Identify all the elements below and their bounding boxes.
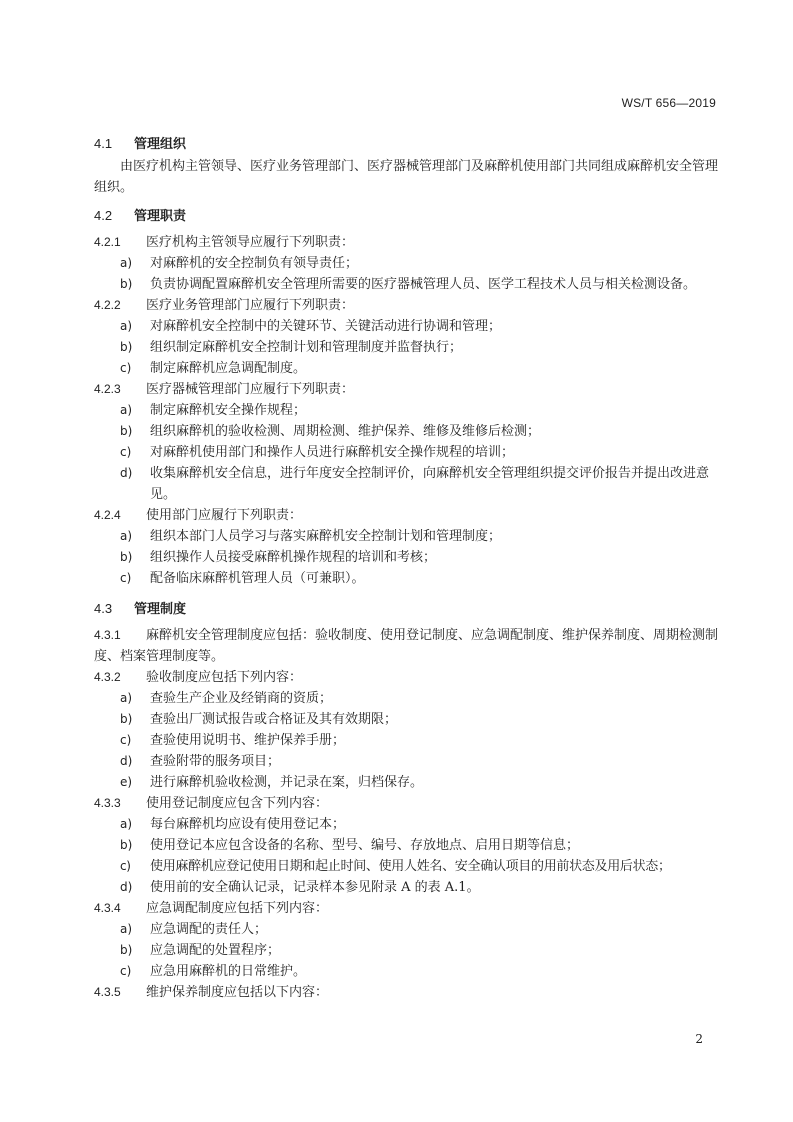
clause-text: 验收制度应包括下列内容： bbox=[146, 670, 303, 685]
item-marker: c) bbox=[120, 733, 132, 747]
item-text: 组织本部门人员学习与落实麻醉机安全控制计划和管理制度； bbox=[150, 529, 502, 544]
list-item bbox=[94, 730, 718, 751]
page-number: 2 bbox=[695, 1032, 703, 1046]
list-item bbox=[94, 547, 718, 568]
item-text: 每台麻醉机均应设有使用登记本； bbox=[150, 817, 346, 832]
clause-number: 4.2.1 bbox=[94, 235, 121, 249]
section-title: 管理组织 bbox=[134, 137, 187, 152]
section-title: 管理职责 bbox=[134, 209, 187, 224]
clause-text: 医疗机构主管领导应履行下列职责： bbox=[146, 235, 355, 250]
list-item bbox=[94, 814, 718, 835]
item-text: 组织麻醉机的验收检测、周期检测、维护保养、维修及维修后检测； bbox=[150, 424, 541, 439]
item-marker: a) bbox=[120, 403, 133, 417]
clause-4-3-2 bbox=[94, 667, 718, 688]
clause-number: 4.3.1 bbox=[94, 628, 121, 642]
item-marker: a) bbox=[120, 691, 133, 705]
clause-text: 医疗器械管理部门应履行下列职责： bbox=[146, 382, 355, 397]
list-item bbox=[94, 421, 718, 442]
clause-4-3-4 bbox=[94, 898, 718, 919]
clause-number: 4.3.5 bbox=[94, 985, 121, 999]
item-marker: b) bbox=[120, 550, 133, 564]
list-item bbox=[94, 316, 718, 337]
item-marker: c) bbox=[120, 445, 132, 459]
item-marker: a) bbox=[120, 817, 133, 831]
standard-code: WS/T 656—2019 bbox=[621, 96, 716, 110]
item-text: 组织制定麻醉机安全控制计划和管理制度并监督执行； bbox=[150, 340, 463, 355]
item-marker: c) bbox=[120, 964, 132, 978]
list-item bbox=[94, 940, 718, 961]
list-item bbox=[94, 709, 718, 730]
item-text: 配备临床麻醉机管理人员（可兼职）。 bbox=[150, 571, 365, 586]
list-item bbox=[94, 337, 718, 358]
clause-text: 麻醉机安全管理制度应包括：验收制度、使用登记制度、应急调配制度、维护保养制度、周期检测制度、档案管理制度等。 bbox=[94, 628, 719, 664]
list-item bbox=[94, 961, 718, 982]
list-item bbox=[94, 358, 718, 379]
clause-number: 4.2.3 bbox=[94, 382, 121, 396]
item-text: 使用登记本应包含设备的名称、型号、编号、存放地点、启用日期等信息； bbox=[150, 838, 580, 853]
item-marker: c) bbox=[120, 361, 132, 375]
clause-4-3-3 bbox=[94, 793, 718, 814]
section-heading-4-2 bbox=[94, 204, 718, 228]
clause-text: 应急调配制度应包括下列内容： bbox=[146, 901, 329, 916]
section-number: 4.2 bbox=[94, 208, 113, 223]
item-marker: a) bbox=[120, 319, 133, 333]
item-text: 使用麻醉机应登记使用日期和起止时间、使用人姓名、安全确认项目的用前状态及用后状态； bbox=[150, 859, 671, 874]
list-item bbox=[94, 835, 718, 856]
section-title: 管理制度 bbox=[134, 602, 187, 617]
item-text: 对麻醉机的安全控制负有领导责任； bbox=[150, 256, 359, 271]
clause-4-2-1 bbox=[94, 232, 718, 253]
list-item bbox=[94, 253, 718, 274]
clause-number: 4.3.4 bbox=[94, 901, 121, 915]
item-text: 制定麻醉机应急调配制度。 bbox=[150, 361, 307, 376]
item-marker: b) bbox=[120, 340, 133, 354]
item-marker: a) bbox=[120, 256, 133, 270]
list-item bbox=[94, 688, 718, 709]
clause-number: 4.2.4 bbox=[94, 508, 121, 522]
item-text: 进行麻醉机验收检测，并记录在案，归档保存。 bbox=[150, 775, 424, 790]
clause-4-2-4 bbox=[94, 505, 718, 526]
item-text: 应急用麻醉机的日常维护。 bbox=[150, 964, 307, 979]
list-item bbox=[94, 919, 718, 940]
item-marker: d) bbox=[120, 754, 133, 768]
list-item bbox=[94, 526, 718, 547]
section-number: 4.3 bbox=[94, 601, 113, 616]
item-text: 查验使用说明书、维护保养手册； bbox=[150, 733, 346, 748]
clause-4-3-1 bbox=[94, 625, 718, 667]
item-marker: c) bbox=[120, 571, 132, 585]
item-text: 制定麻醉机安全操作规程； bbox=[150, 403, 307, 418]
item-marker: d) bbox=[120, 880, 133, 894]
item-text: 查验附带的服务项目； bbox=[150, 754, 281, 769]
item-marker: d) bbox=[120, 466, 133, 480]
clause-4-2-3 bbox=[94, 379, 718, 400]
item-text: 对麻醉机使用部门和操作人员进行麻醉机安全操作规程的培训； bbox=[150, 445, 515, 460]
item-text: 对麻醉机安全控制中的关键环节、关键活动进行协调和管理； bbox=[150, 319, 502, 334]
item-marker: b) bbox=[120, 277, 133, 291]
item-text: 查验生产企业及经销商的资质； bbox=[150, 691, 333, 706]
item-text: 负责协调配置麻醉机安全管理所需要的医疗器械管理人员、医学工程技术人员与相关检测设备。 bbox=[150, 277, 697, 292]
list-item bbox=[94, 568, 718, 589]
clause-number: 4.2.2 bbox=[94, 298, 121, 312]
item-marker: b) bbox=[120, 838, 133, 852]
clause-4-2-2 bbox=[94, 295, 718, 316]
item-text: 应急调配的责任人； bbox=[150, 922, 268, 937]
list-item bbox=[94, 751, 718, 772]
item-marker: a) bbox=[120, 529, 133, 543]
item-text: 组织操作人员接受麻醉机操作规程的培训和考核； bbox=[150, 550, 437, 565]
item-text: 收集麻醉机安全信息，进行年度安全控制评价，向麻醉机安全管理组织提交评价报告并提出改进意见。 bbox=[150, 466, 710, 502]
clause-4-3-5 bbox=[94, 982, 718, 1003]
item-text: 应急调配的处置程序； bbox=[150, 943, 281, 958]
item-marker: b) bbox=[120, 712, 133, 726]
list-item bbox=[94, 442, 718, 463]
document-body bbox=[94, 128, 718, 1003]
item-marker: c) bbox=[120, 859, 131, 873]
item-text: 使用前的安全确认记录，记录样本参见附录 A 的表 A.1。 bbox=[150, 880, 480, 895]
list-item bbox=[94, 400, 718, 421]
list-item bbox=[94, 772, 718, 793]
paragraph: 由医疗机构主管领导、医疗业务管理部门、医疗器械管理部门及麻醉机使用部门共同组成麻醉机安全管理组织。 bbox=[94, 159, 719, 195]
clause-number: 4.3.2 bbox=[94, 670, 121, 684]
item-marker: e) bbox=[120, 775, 133, 789]
item-marker: b) bbox=[120, 943, 133, 957]
list-item bbox=[94, 856, 718, 877]
clause-number: 4.3.3 bbox=[94, 796, 121, 810]
section-heading-4-3 bbox=[94, 597, 718, 621]
item-marker: b) bbox=[120, 424, 133, 438]
list-item bbox=[94, 274, 718, 295]
clause-text: 使用登记制度应包含下列内容： bbox=[146, 796, 329, 811]
list-item bbox=[94, 463, 718, 505]
section-heading-4-1 bbox=[94, 132, 718, 156]
item-marker: a) bbox=[120, 922, 133, 936]
clause-text: 医疗业务管理部门应履行下列职责： bbox=[146, 298, 355, 313]
section-number: 4.1 bbox=[94, 136, 113, 151]
list-item bbox=[94, 877, 718, 898]
clause-text: 维护保养制度应包括以下内容： bbox=[146, 985, 329, 1000]
clause-text: 使用部门应履行下列职责： bbox=[146, 508, 303, 523]
item-text: 查验出厂测试报告或合格证及其有效期限； bbox=[150, 712, 398, 727]
